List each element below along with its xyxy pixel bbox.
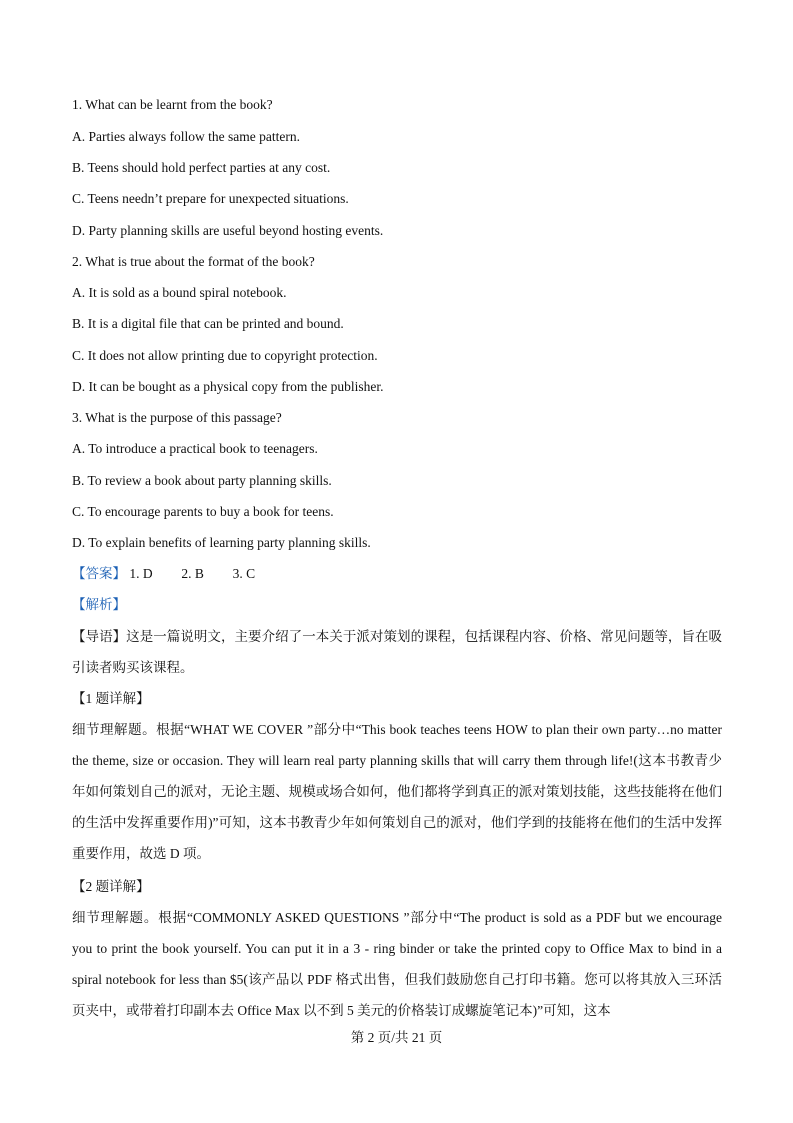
question-1-option-c: C. Teens needn’t prepare for unexpected situations.: [72, 191, 349, 206]
question-2-option-c: C. It does not allow printing due to copyright protection.: [72, 348, 378, 363]
question-2-stem: 2. What is true about the format of the book?: [72, 254, 315, 269]
analysis-label: 【解析】: [72, 597, 126, 612]
question-1-option-b: B. Teens should hold perfect parties at any cost.: [72, 160, 331, 175]
answer-label: 【答案】: [72, 566, 126, 581]
question-2-option-b: B. It is a digital file that can be printed and bound.: [72, 316, 344, 331]
answer-item-1: 1. D: [129, 566, 153, 581]
question-3-option-a: A. To introduce a practical book to teenagers.: [72, 441, 318, 456]
question-2-option-a: A. It is sold as a bound spiral notebook.: [72, 285, 287, 300]
detail-2-text: 细节理解题。根据“COMMONLY ASKED QUESTIONS ”部分中“The product is sold as a PDF but we encourage you to print the book yourself. You can put it in a 3 - ring binder or take the printed copy to Office Max to bind in a spiral notebook for less than $5(该产品以 PDF 格式出售，但我们鼓励您自己打印书籍。您可以将其放入三环活页夹中，或带着打印副本去 Office Max 以不到 5 美元的价格装订成螺旋笔记本)”可知，这本: [72, 910, 722, 1018]
question-3-option-b: B. To review a book about party planning skills.: [72, 473, 332, 488]
answer-item-3: 3. C: [232, 566, 256, 581]
question-3-option-c: C. To encourage parents to buy a book for teens.: [72, 504, 334, 519]
guide-text: 这是一篇说明文，主要介绍了一本关于派对策划的课程，包括课程内容、价格、常见问题等，旨在吸引读者购买该课程。: [72, 629, 723, 675]
page-footer: 第 2 页/共 21 页: [350, 1030, 443, 1045]
answer-line: [72, 565, 722, 583]
guide-paragraph: [72, 621, 722, 683]
question-1-option-d: D. Party planning skills are useful beyond hosting events.: [72, 223, 384, 238]
question-1-stem: 1. What can be learnt from the book?: [72, 97, 273, 112]
question-1-option-a: A. Parties always follow the same pattern.: [72, 129, 300, 144]
detail-1-label: 【1 题详解】: [72, 691, 150, 706]
detail-1-text: 细节理解题。根据“WHAT WE COVER ”部分中“This book teaches teens HOW to plan their own party…no matter the theme, size or occasion. They will learn real party planning skills that will carry them through life!(这本书教青少年如何策划自己的派对，无论主题、规模或场合如何，他们都将学到真正的派对策划技能，这些技能将在他们的生活中发挥重要作用)”可知，这本书教青少年如何策划自己的派对，他们学到的技能将在他们的生活中发挥重要作用，故选 D 项。: [72, 722, 722, 861]
answer-item-2: 2. B: [181, 566, 204, 581]
question-3-stem: 3. What is the purpose of this passage?: [72, 410, 282, 425]
detail-2-label: 【2 题详解】: [72, 879, 150, 894]
question-2-option-d: D. It can be bought as a physical copy from the publisher.: [72, 379, 384, 394]
guide-label: 【导语】: [72, 629, 127, 644]
question-3-option-d: D. To explain benefits of learning party planning skills.: [72, 535, 371, 550]
